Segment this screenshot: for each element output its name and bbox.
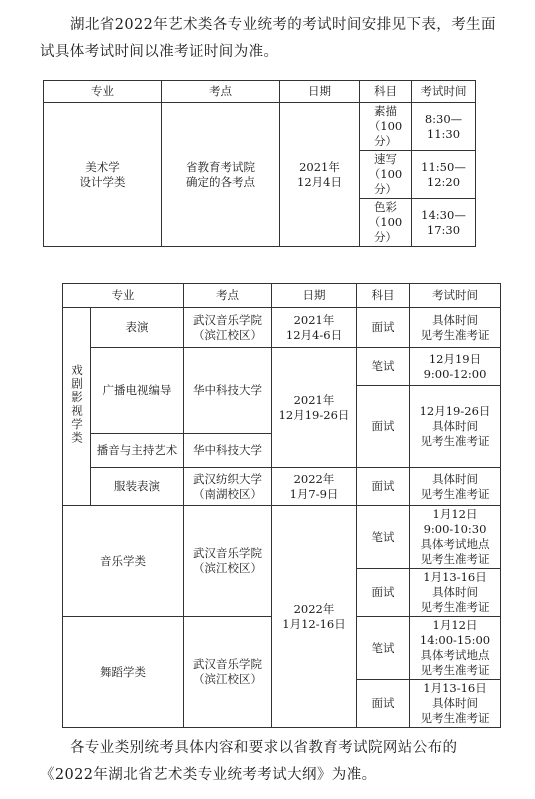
cell-time: 12月19-26日 具体时间 见考生准考证 — [410, 386, 501, 468]
cell-subject: 笔试 — [357, 348, 410, 386]
cell-date: 2022年 1月7-9日 — [272, 468, 357, 506]
cell-venue: 武汉音乐学院 （滨江校区） — [184, 617, 272, 728]
cell-time: 1月13-16日 具体时间 见考生准考证 — [410, 680, 501, 728]
cell-time: 1月13-16日 具体时间 见考生准考证 — [410, 569, 501, 617]
cell-venue: 武汉音乐学院 （滨江校区） — [184, 506, 272, 617]
cell-time: 11:50—12:20 — [412, 151, 476, 199]
cell-venue: 武汉音乐学院 （滨江校区） — [184, 308, 272, 348]
cell-date-shared: 2021年 12月19-26日 — [272, 348, 357, 468]
cell-subject: 色彩 （100分） — [360, 199, 412, 247]
cell-time: 1月12日 14:00-15:00 具体考试地点 见考生准考证 — [410, 617, 501, 680]
group-label-drama: 戏剧影视学类 — [63, 308, 91, 506]
header-venue: 考点 — [184, 284, 272, 308]
cell-venue: 省教育考试院 确定的各考点 — [162, 103, 280, 247]
header-major: 专业 — [44, 81, 162, 103]
cell-venue: 华中科技大学 — [184, 434, 272, 468]
cell-time: 1月12日 9:00-10:30 具体考试地点 见考生准考证 — [410, 506, 501, 569]
cell-time: 8:30—11:30 — [412, 103, 476, 151]
header-major: 专业 — [63, 284, 184, 308]
cell-subject: 面试 — [357, 680, 410, 728]
cell-date: 2021年 12月4-6日 — [272, 308, 357, 348]
cell-major-biaoyan: 表演 — [91, 308, 184, 348]
cell-venue: 华中科技大学 — [184, 348, 272, 434]
cell-major: 美术学 设计学类 — [44, 103, 162, 247]
cell-major-fuzhuang: 服装表演 — [91, 468, 184, 506]
cell-subject: 面试 — [357, 386, 410, 468]
header-date: 日期 — [280, 81, 360, 103]
cell-subject: 面试 — [357, 308, 410, 348]
intro-paragraph: 湖北省2022年艺术类各专业统考的考试时间安排见下表，考生面试具体考试时间以准考证时间为准。 — [40, 17, 496, 60]
cell-time: 具体时间 见考生准考证 — [410, 308, 501, 348]
cell-major-boyin: 播音与主持艺术 — [91, 434, 184, 468]
cell-major-wudao: 舞蹈学类 — [63, 617, 184, 728]
outro-paragraph: 各专业类别统考具体内容和要求以省教育考试院网站公布的《2022年湖北省艺术类专业统考考试大纲》为准。 — [40, 740, 458, 783]
cell-time: 12月19日 9:00-12:00 — [410, 348, 501, 386]
cell-venue: 武汉纺织大学 （南湖校区） — [184, 468, 272, 506]
header-subject: 科目 — [360, 81, 412, 103]
header-time: 考试时间 — [412, 81, 476, 103]
cell-subject: 面试 — [357, 569, 410, 617]
cell-date: 2021年 12月4日 — [280, 103, 360, 247]
cell-time: 14:30—17:30 — [412, 199, 476, 247]
cell-subject: 笔试 — [357, 506, 410, 569]
art-exam-schedule-table-1 — [43, 80, 476, 247]
header-subject: 科目 — [357, 284, 410, 308]
cell-time: 具体时间 见考生准考证 — [410, 468, 501, 506]
cell-subject: 面试 — [357, 468, 410, 506]
cell-date-shared: 2022年 1月12-16日 — [272, 506, 357, 728]
art-exam-schedule-table-2 — [62, 283, 501, 728]
header-venue: 考点 — [162, 81, 280, 103]
cell-subject: 速写 （100分） — [360, 151, 412, 199]
cell-major-yinyue: 音乐学类 — [63, 506, 184, 617]
cell-subject: 笔试 — [357, 617, 410, 680]
header-date: 日期 — [272, 284, 357, 308]
header-time: 考试时间 — [410, 284, 501, 308]
cell-subject: 素描 （100分） — [360, 103, 412, 151]
cell-major-guangbo: 广播电视编导 — [91, 348, 184, 434]
